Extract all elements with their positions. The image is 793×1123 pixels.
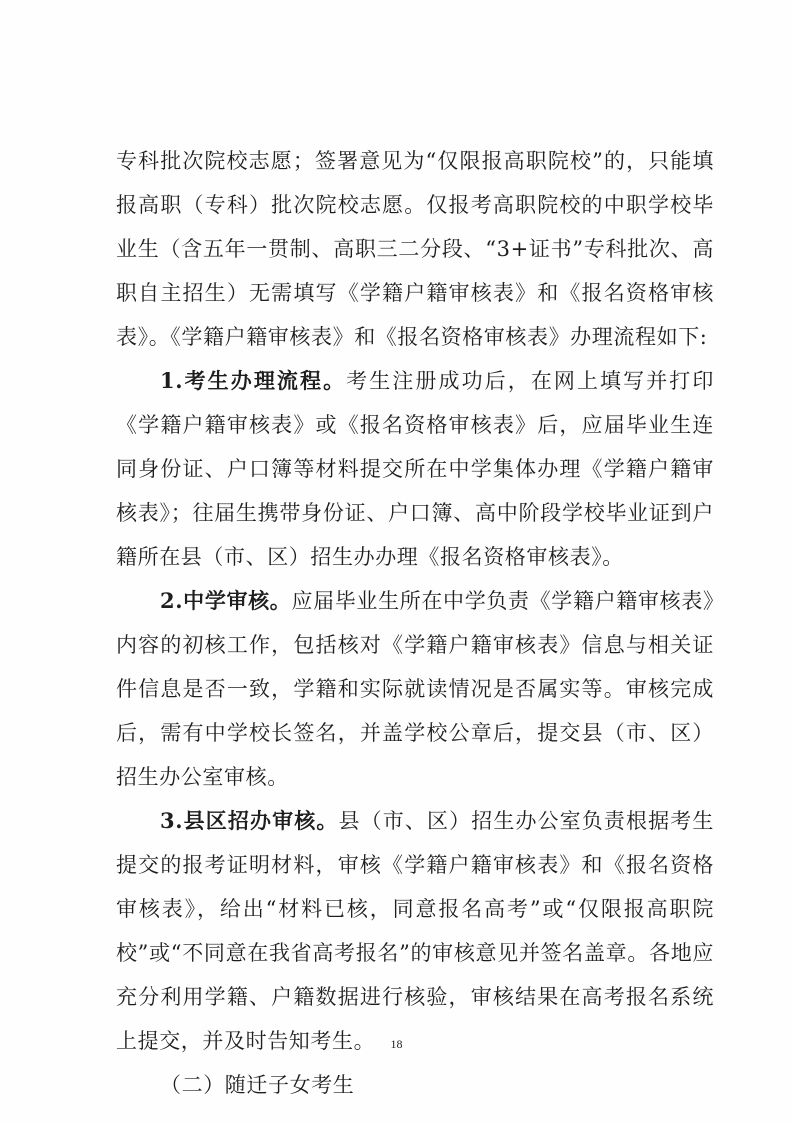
step-2-paragraph: [116, 579, 714, 799]
section-heading: （二）随迁子女考生: [160, 1073, 355, 1097]
step-1-body: 考生注册成功后，在网上填写并打印《学籍户籍审核表》或《报名资格审核表》后，应届毕业生连同身份证、户口簿等材料提交所在中学集体办理《学籍户籍审核表》；往届生携带身份证、户口簿、高中阶段学校毕业证到户籍所在县（市、区）招生办办理《报名资格审核表》。: [116, 369, 714, 569]
step-1-paragraph: [116, 359, 714, 579]
document-body: [116, 139, 714, 1107]
intro-paragraph: 专科批次院校志愿；签署意见为“仅限报高职院校”的，只能填报高职（专科）批次院校志愿。仅报考高职院校的中职学校毕业生（含五年一贯制、高职三二分段、“3+证书”专科批次、高职自主招生）无需填写《学籍户籍审核表》和《报名资格审核表》。《学籍户籍审核表》和《报名资格审核表》办理流程如下:: [116, 149, 714, 349]
page-number: 18: [390, 1037, 403, 1051]
step-3-body: 县（市、区）招生办公室负责根据考生提交的报考证明材料，审核《学籍户籍审核表》和《报名资格审核表》，给出“材料已核，同意报名高考”或“仅限报高职院校”或“不同意在我省高考报名”的审核意见并签名盖章。各地应充分利用学籍、户籍数据进行核验，审核结果在高考报名系统上提交，并及时告知考生。: [116, 809, 714, 1053]
step-2-body: 应届毕业生所在中学负责《学籍户籍审核表》内容的初核工作，包括核对《学籍户籍审核表》信息与相关证件信息是否一致，学籍和实际就读情况是否属实等。审核完成后，需有中学校长签名，并盖学校公章后，提交县（市、区）招生办公室审核。: [116, 589, 714, 789]
step-3-paragraph: [116, 799, 714, 1063]
step-3-heading: 3.县区招办审核。: [160, 808, 339, 833]
step-2-heading: 2.中学审核。: [160, 588, 292, 613]
step-1-heading: 1.考生办理流程。: [160, 368, 347, 393]
